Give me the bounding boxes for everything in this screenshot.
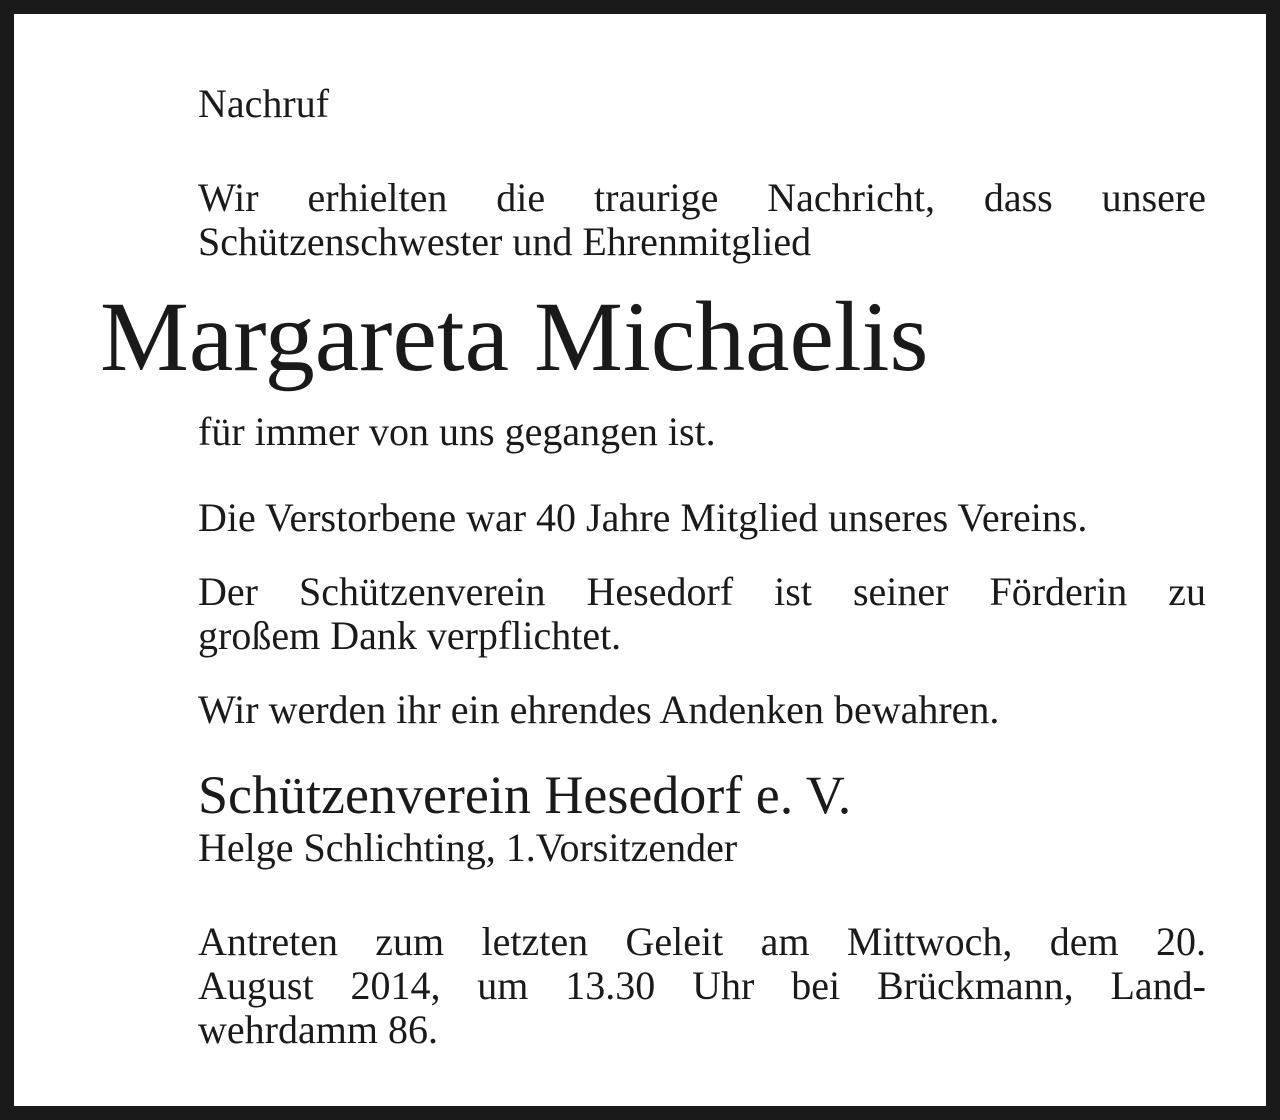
membership-text: Die Verstorbene war 40 Jahre Mitglied unseres Vereins.: [198, 495, 1088, 540]
heading-nachruf: Nachruf: [198, 81, 330, 126]
signatory: Helge Schlichting, 1.Vorsitzender: [198, 825, 738, 870]
intro-line-1: Wir erhielten die traurige Nachricht, dass unsere: [198, 175, 1206, 220]
deceased-name: Margareta Michaelis: [100, 281, 929, 392]
thanks-line-1: Der Schützenverein Hesedorf ist seiner Förderin zu: [198, 569, 1206, 614]
after-name-text: für immer von uns gegangen ist.: [198, 409, 716, 454]
funeral-line-2: August 2014, um 13.30 Uhr bei Brückmann, Land-: [198, 963, 1206, 1008]
thanks-line-2: großem Dank verpflichtet.: [198, 613, 622, 658]
funeral-line-1: Antreten zum letzten Geleit am Mittwoch, dem 20.: [198, 919, 1206, 964]
remembrance-text: Wir werden ihr ein ehrendes Andenken bewahren.: [198, 687, 1000, 732]
club-name: Schützenverein Hesedorf e. V.: [198, 765, 852, 825]
funeral-line-3: wehrdamm 86.: [198, 1007, 438, 1052]
intro-line-2: Schützenschwester und Ehrenmitglied: [198, 219, 812, 264]
